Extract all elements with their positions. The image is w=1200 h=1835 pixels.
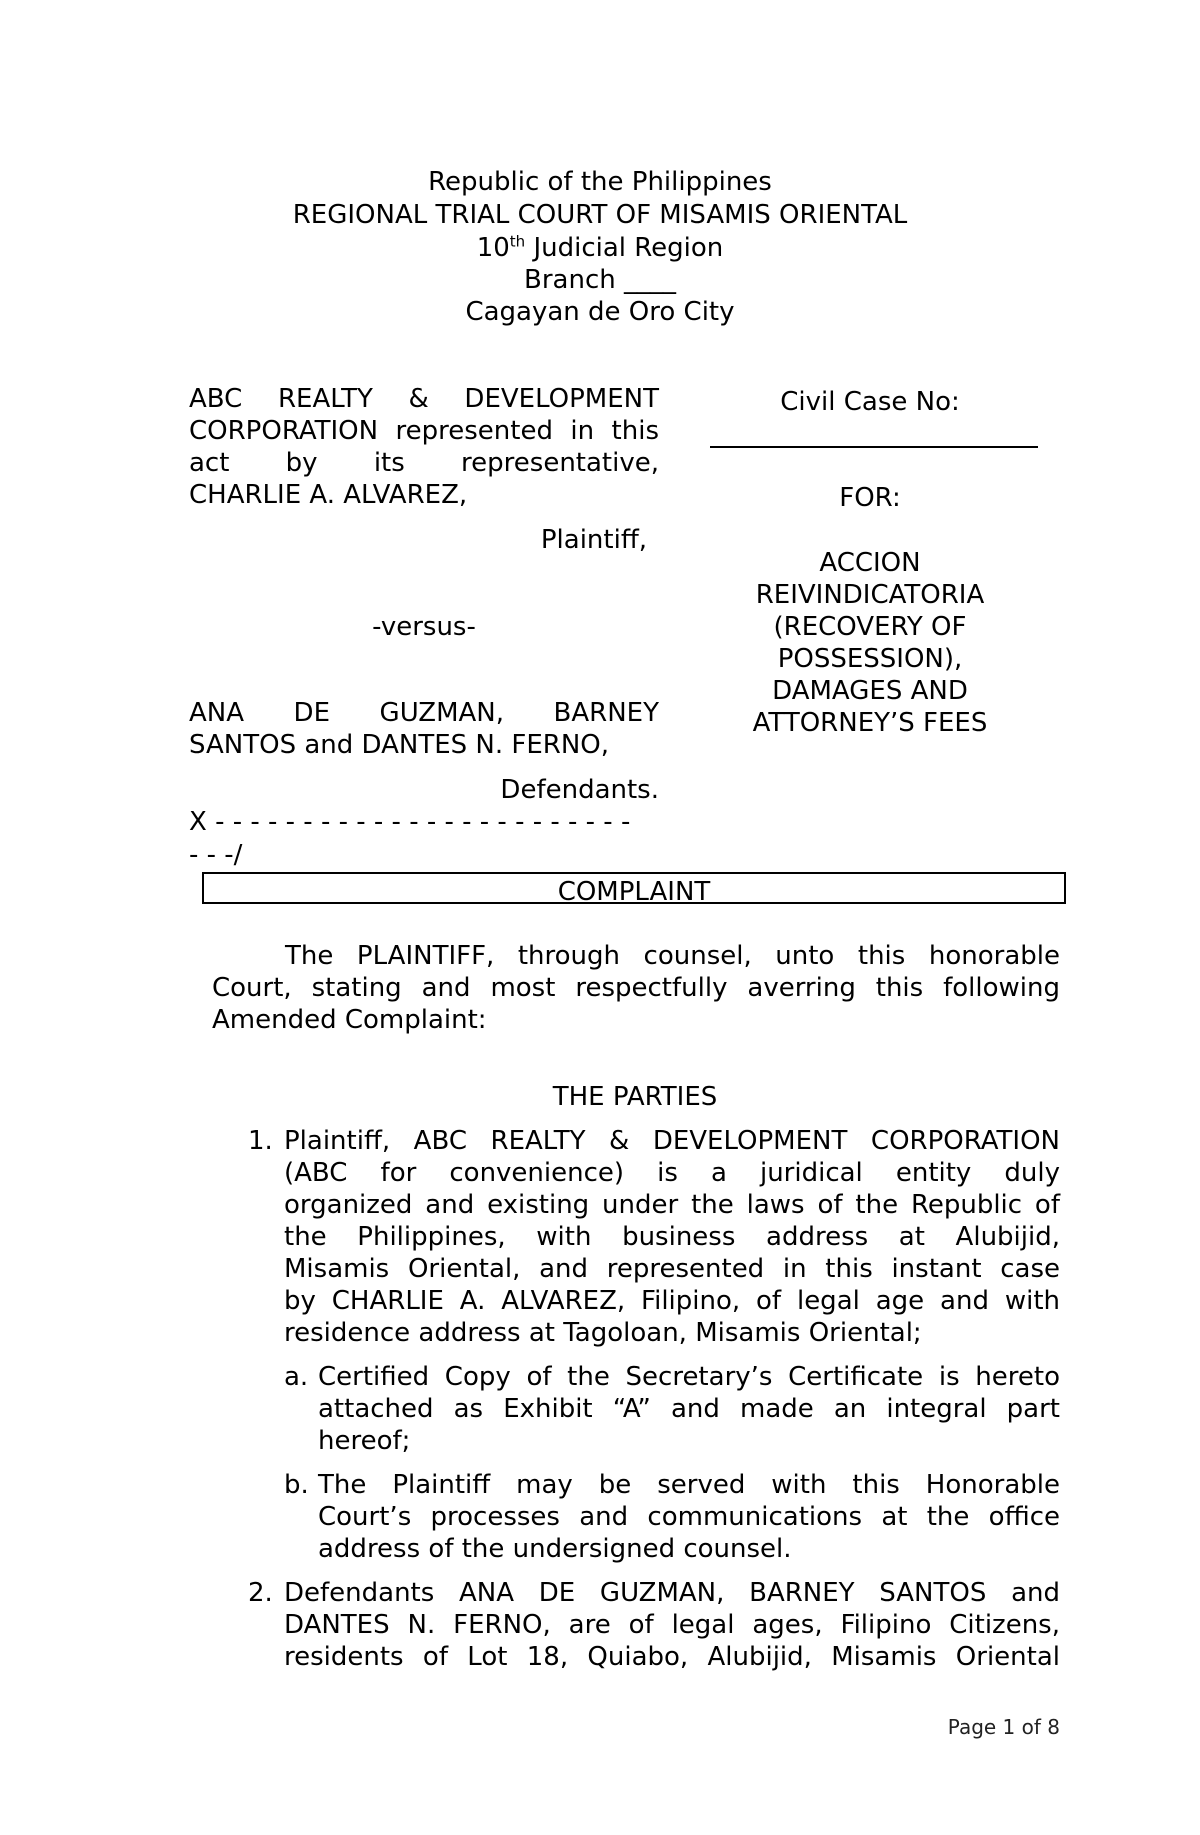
sub-item-line: attached as Exhibit “A” and made an integral part	[318, 1394, 1060, 1424]
sub-item-line: hereof;	[318, 1426, 411, 1456]
defendant-line: ANA DE GUZMAN, BARNEY	[189, 698, 659, 728]
header-branch: Branch ____	[524, 265, 676, 295]
item-number: 2.	[248, 1578, 273, 1608]
item-line: Defendants ANA DE GUZMAN, BARNEY SANTOS and	[284, 1578, 1060, 1608]
item-line: (ABC for convenience) is a juridical entity duly	[284, 1158, 1060, 1188]
header-region: 10th Judicial Region	[476, 232, 724, 263]
intro-line: Amended Complaint:	[212, 1005, 487, 1035]
versus-label: -versus-	[372, 612, 476, 642]
sub-item-line: address of the undersigned counsel.	[318, 1534, 792, 1564]
plaintiff-line: CORPORATION represented in this	[189, 416, 659, 446]
defendant-line: SANTOS and DANTES N. FERNO,	[189, 730, 609, 760]
sub-item-letter: b.	[284, 1470, 309, 1500]
x-separator-end: - - -/	[189, 840, 243, 870]
x-separator: X - - - - - - - - - - - - - - - - - - - - - - - -	[189, 807, 631, 837]
section-title: THE PARTIES	[552, 1082, 718, 1112]
plaintiff-line: act by its representative,	[189, 448, 659, 478]
item-line: Plaintiff, ABC REALTY & DEVELOPMENT CORPORATION	[284, 1126, 1060, 1156]
item-line: by CHARLIE A. ALVAREZ, Filipino, of legal age and with	[284, 1286, 1060, 1316]
page-number: Page 1 of 8	[947, 1715, 1060, 1739]
sub-item-line: Court’s processes and communications at the office	[318, 1502, 1060, 1532]
defendant-label: Defendants.	[500, 775, 659, 805]
item-number: 1.	[248, 1126, 273, 1156]
action-line: DAMAGES AND	[772, 676, 968, 706]
complaint-title: COMPLAINT	[557, 877, 711, 904]
item-line: residence address at Tagoloan, Misamis Oriental;	[284, 1318, 922, 1348]
intro-line: Court, stating and most respectfully averring this following	[212, 973, 1060, 1003]
action-line: ACCION	[819, 548, 921, 578]
action-line: (RECOVERY OF	[773, 612, 967, 642]
item-line: the Philippines, with business address at Alubijid,	[284, 1222, 1060, 1252]
sub-item-line: Certified Copy of the Secretary’s Certificate is hereto	[318, 1362, 1060, 1392]
header-republic: Republic of the Philippines	[428, 167, 772, 197]
case-number-line	[710, 446, 1038, 448]
intro-line: The PLAINTIFF, through counsel, unto this honorable	[285, 941, 1060, 971]
item-line: DANTES N. FERNO, are of legal ages, Filipino Citizens,	[284, 1610, 1060, 1640]
civil-case-label: Civil Case No:	[780, 387, 960, 417]
header-city: Cagayan de Oro City	[465, 297, 735, 327]
action-line: REIVINDICATORIA	[755, 580, 985, 610]
action-line: POSSESSION),	[777, 644, 963, 674]
complaint-title-box	[202, 872, 1066, 904]
item-line: residents of Lot 18, Quiabo, Alubijid, Misamis Oriental	[284, 1642, 1060, 1672]
item-line: organized and existing under the laws of the Republic of	[284, 1190, 1060, 1220]
sub-item-line: The Plaintiff may be served with this Honorable	[318, 1470, 1060, 1500]
plaintiff-label: Plaintiff,	[540, 525, 647, 555]
plaintiff-line: ABC REALTY & DEVELOPMENT	[189, 384, 659, 414]
item-line: Misamis Oriental, and represented in this instant case	[284, 1254, 1060, 1284]
for-label: FOR:	[839, 483, 901, 513]
header-court: REGIONAL TRIAL COURT OF MISAMIS ORIENTAL	[292, 200, 908, 230]
action-line: ATTORNEY’S FEES	[752, 708, 988, 738]
sub-item-letter: a.	[284, 1362, 309, 1392]
plaintiff-line: CHARLIE A. ALVAREZ,	[189, 480, 468, 510]
